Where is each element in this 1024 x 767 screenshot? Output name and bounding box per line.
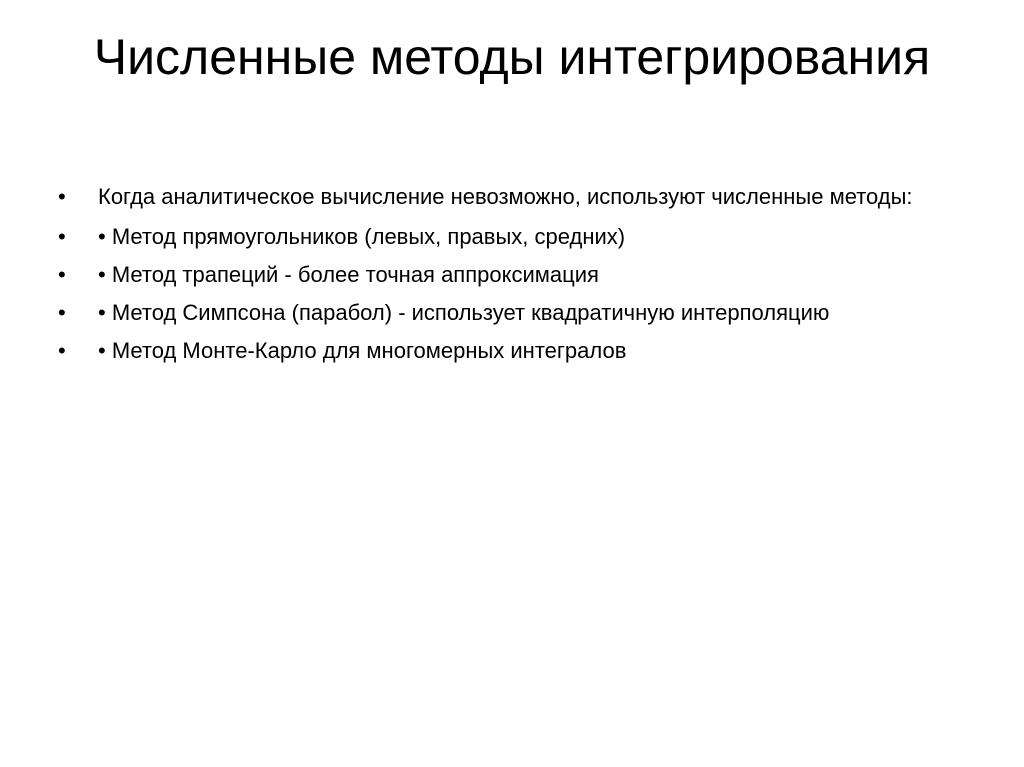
bullet-marker: • <box>58 300 66 325</box>
list-item <box>58 260 978 290</box>
bullet-list <box>58 182 978 374</box>
list-item <box>58 298 978 328</box>
bullet-marker: • <box>58 338 66 363</box>
bullet-text: • Метод Симпсона (парабол) - использует квадратичную интерполяцию <box>98 300 830 325</box>
bullet-marker: • <box>58 262 66 287</box>
bullet-text: • Метод Монте-Карло для многомерных интегралов <box>98 338 627 363</box>
bullet-marker: • <box>58 224 66 249</box>
slide-title: Численные методы интегрирования <box>93 29 931 85</box>
list-item <box>58 336 978 366</box>
bullet-text: • Метод прямоугольников (левых, правых, средних) <box>98 224 626 249</box>
bullet-text: • Метод трапеций - более точная аппроксимация <box>98 262 599 287</box>
list-item <box>58 182 978 212</box>
list-item <box>58 222 978 252</box>
bullet-text: Когда аналитическое вычисление невозможно, используют численные методы: <box>98 184 913 209</box>
bullet-marker: • <box>58 184 66 209</box>
